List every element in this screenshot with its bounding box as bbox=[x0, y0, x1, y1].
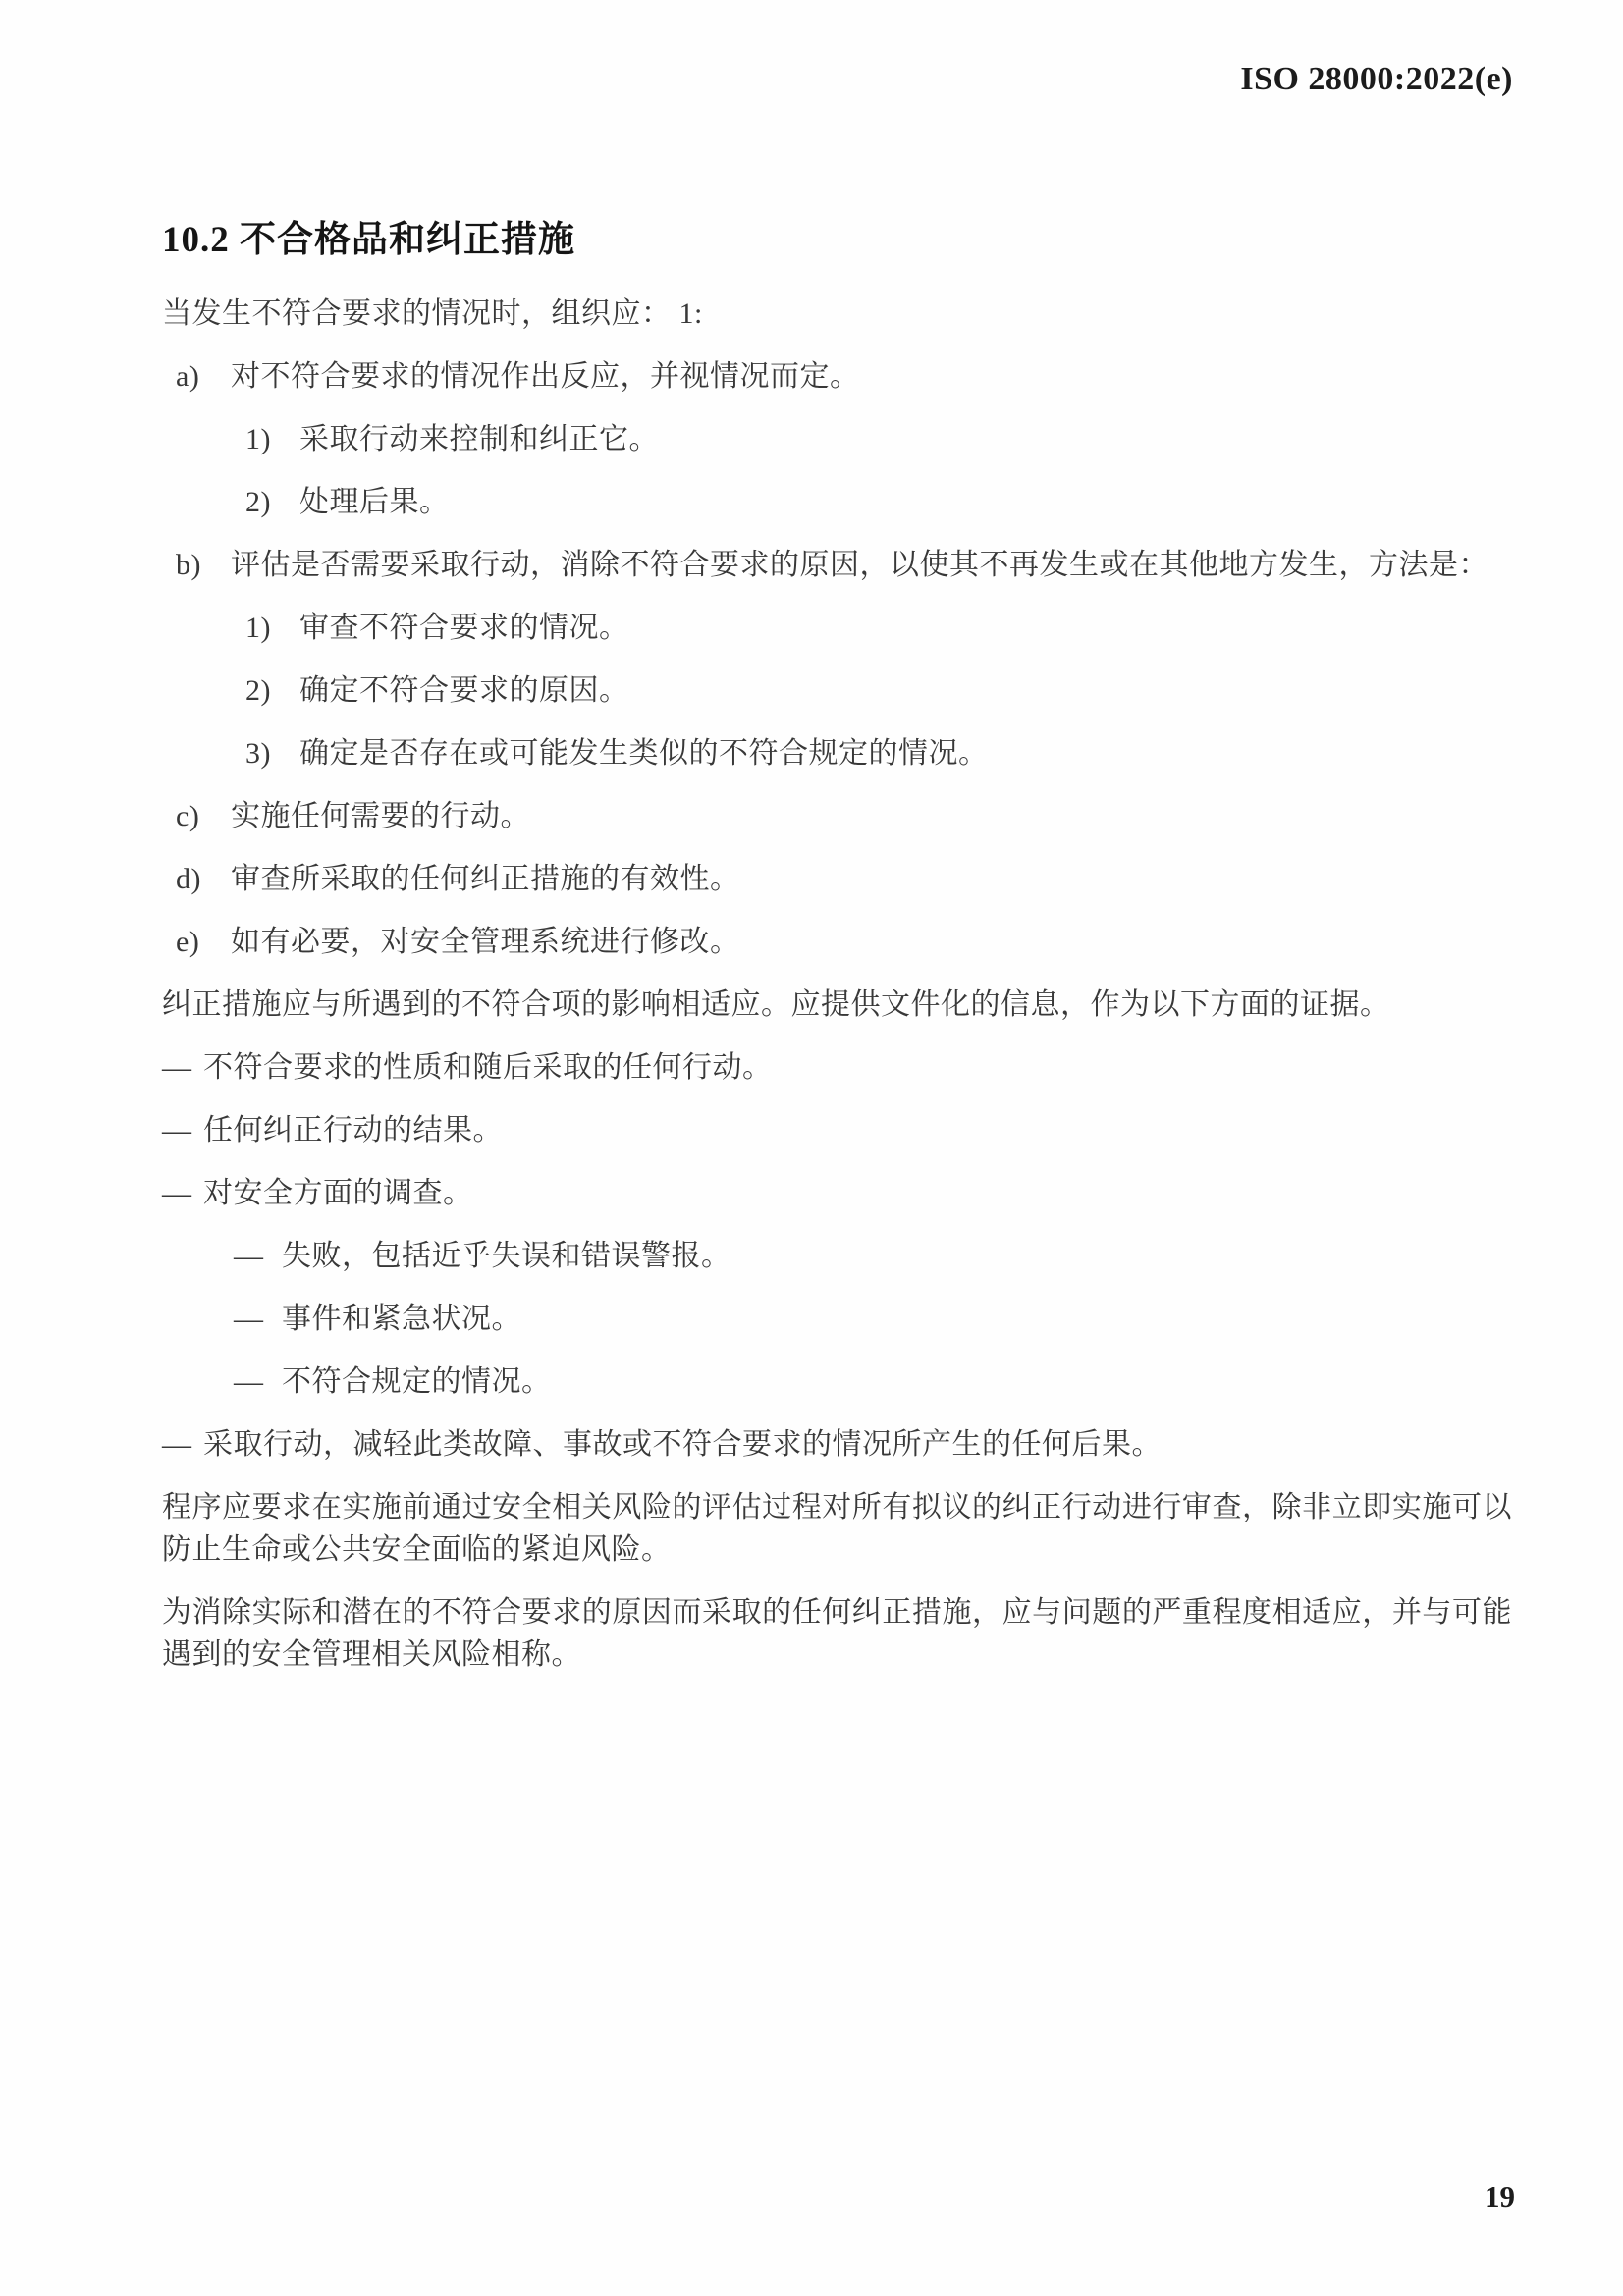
dash-marker: — bbox=[162, 1177, 192, 1209]
document-header-standard-number: ISO 28000:2022(e) bbox=[1240, 61, 1513, 97]
list-item-a1 bbox=[162, 418, 1512, 460]
dash-subitem-1 bbox=[162, 1235, 1512, 1277]
list-item-text: 审查不符合要求的情况。 bbox=[299, 612, 629, 644]
dash-marker: — bbox=[162, 1428, 192, 1461]
list-item-b bbox=[162, 544, 1512, 586]
dash-marker: — bbox=[162, 1051, 192, 1084]
dash-subitem-3 bbox=[162, 1361, 1512, 1403]
dash-item-text: 失败，包括近乎失误和错误警报。 bbox=[282, 1240, 731, 1272]
procedure-paragraph: 程序应要求在实施前通过安全相关风险的评估过程对所有拟议的纠正行动进行审查，除非立即实施可以防止生命或公共安全面临的紧迫风险。 bbox=[162, 1491, 1512, 1566]
list-marker: 1) bbox=[245, 612, 271, 644]
list-item-c bbox=[162, 795, 1512, 837]
list-item-b2 bbox=[162, 669, 1512, 712]
list-marker: c) bbox=[176, 800, 200, 832]
dash-item-text: 不符合要求的性质和随后采取的任何行动。 bbox=[203, 1051, 773, 1084]
list-item-text: 实施任何需要的行动。 bbox=[231, 800, 530, 832]
list-item-text: 评估是否需要采取行动，消除不符合要求的原因，以使其不再发生或在其他地方发生，方法是： bbox=[231, 549, 1488, 581]
list-marker: 2) bbox=[245, 486, 271, 518]
page-number: 19 bbox=[1485, 2179, 1515, 2214]
list-marker: 2) bbox=[245, 674, 271, 707]
dash-item-2 bbox=[162, 1109, 1512, 1151]
list-item-text: 确定不符合要求的原因。 bbox=[299, 674, 629, 707]
dash-item-3 bbox=[162, 1172, 1512, 1214]
dash-item-text: 对安全方面的调查。 bbox=[203, 1177, 473, 1209]
list-item-b3 bbox=[162, 732, 1512, 774]
dash-item-4 bbox=[162, 1423, 1512, 1466]
list-item-e bbox=[162, 921, 1512, 963]
list-item-text: 确定是否存在或可能发生类似的不符合规定的情况。 bbox=[299, 737, 989, 770]
list-marker: a) bbox=[176, 360, 200, 393]
list-item-text: 对不符合要求的情况作出反应，并视情况而定。 bbox=[231, 360, 860, 393]
dash-marker: — bbox=[234, 1240, 264, 1272]
dash-item-text: 采取行动，减轻此类故障、事故或不符合要求的情况所产生的任何后果。 bbox=[203, 1428, 1162, 1461]
dash-item-text: 事件和紧急状况。 bbox=[282, 1303, 521, 1335]
list-item-text: 处理后果。 bbox=[299, 486, 450, 518]
list-item-a bbox=[162, 355, 1512, 398]
dash-item-text: 任何纠正行动的结果。 bbox=[203, 1114, 503, 1147]
section-content bbox=[162, 220, 1512, 1696]
dash-item-text: 不符合规定的情况。 bbox=[282, 1365, 552, 1398]
list-marker: 1) bbox=[245, 423, 271, 455]
dash-marker: — bbox=[234, 1365, 264, 1398]
intro-paragraph: 当发生不符合要求的情况时，组织应： 1: bbox=[162, 297, 703, 330]
list-marker: d) bbox=[176, 863, 201, 895]
list-item-text: 如有必要，对安全管理系统进行修改。 bbox=[231, 926, 740, 958]
corrective-action-paragraph: 为消除实际和潜在的不符合要求的原因而采取的任何纠正措施，应与问题的严重程度相适应，并与可能遇到的安全管理相关风险相称。 bbox=[162, 1596, 1512, 1671]
list-item-d bbox=[162, 858, 1512, 900]
evidence-paragraph: 纠正措施应与所遇到的不符合项的影响相适应。应提供文件化的信息，作为以下方面的证据。 bbox=[162, 988, 1390, 1021]
dash-subitem-2 bbox=[162, 1298, 1512, 1340]
list-marker: 3) bbox=[245, 737, 271, 770]
list-marker: e) bbox=[176, 926, 200, 958]
dash-item-1 bbox=[162, 1046, 1512, 1089]
list-marker: b) bbox=[176, 549, 201, 581]
list-item-b1 bbox=[162, 607, 1512, 649]
list-item-text: 审查所采取的任何纠正措施的有效性。 bbox=[231, 863, 740, 895]
section-heading: 10.2 不合格品和纠正措施 bbox=[162, 220, 575, 260]
dash-marker: — bbox=[234, 1303, 264, 1335]
list-item-a2 bbox=[162, 481, 1512, 523]
list-item-text: 采取行动来控制和纠正它。 bbox=[299, 423, 659, 455]
dash-marker: — bbox=[162, 1114, 192, 1147]
